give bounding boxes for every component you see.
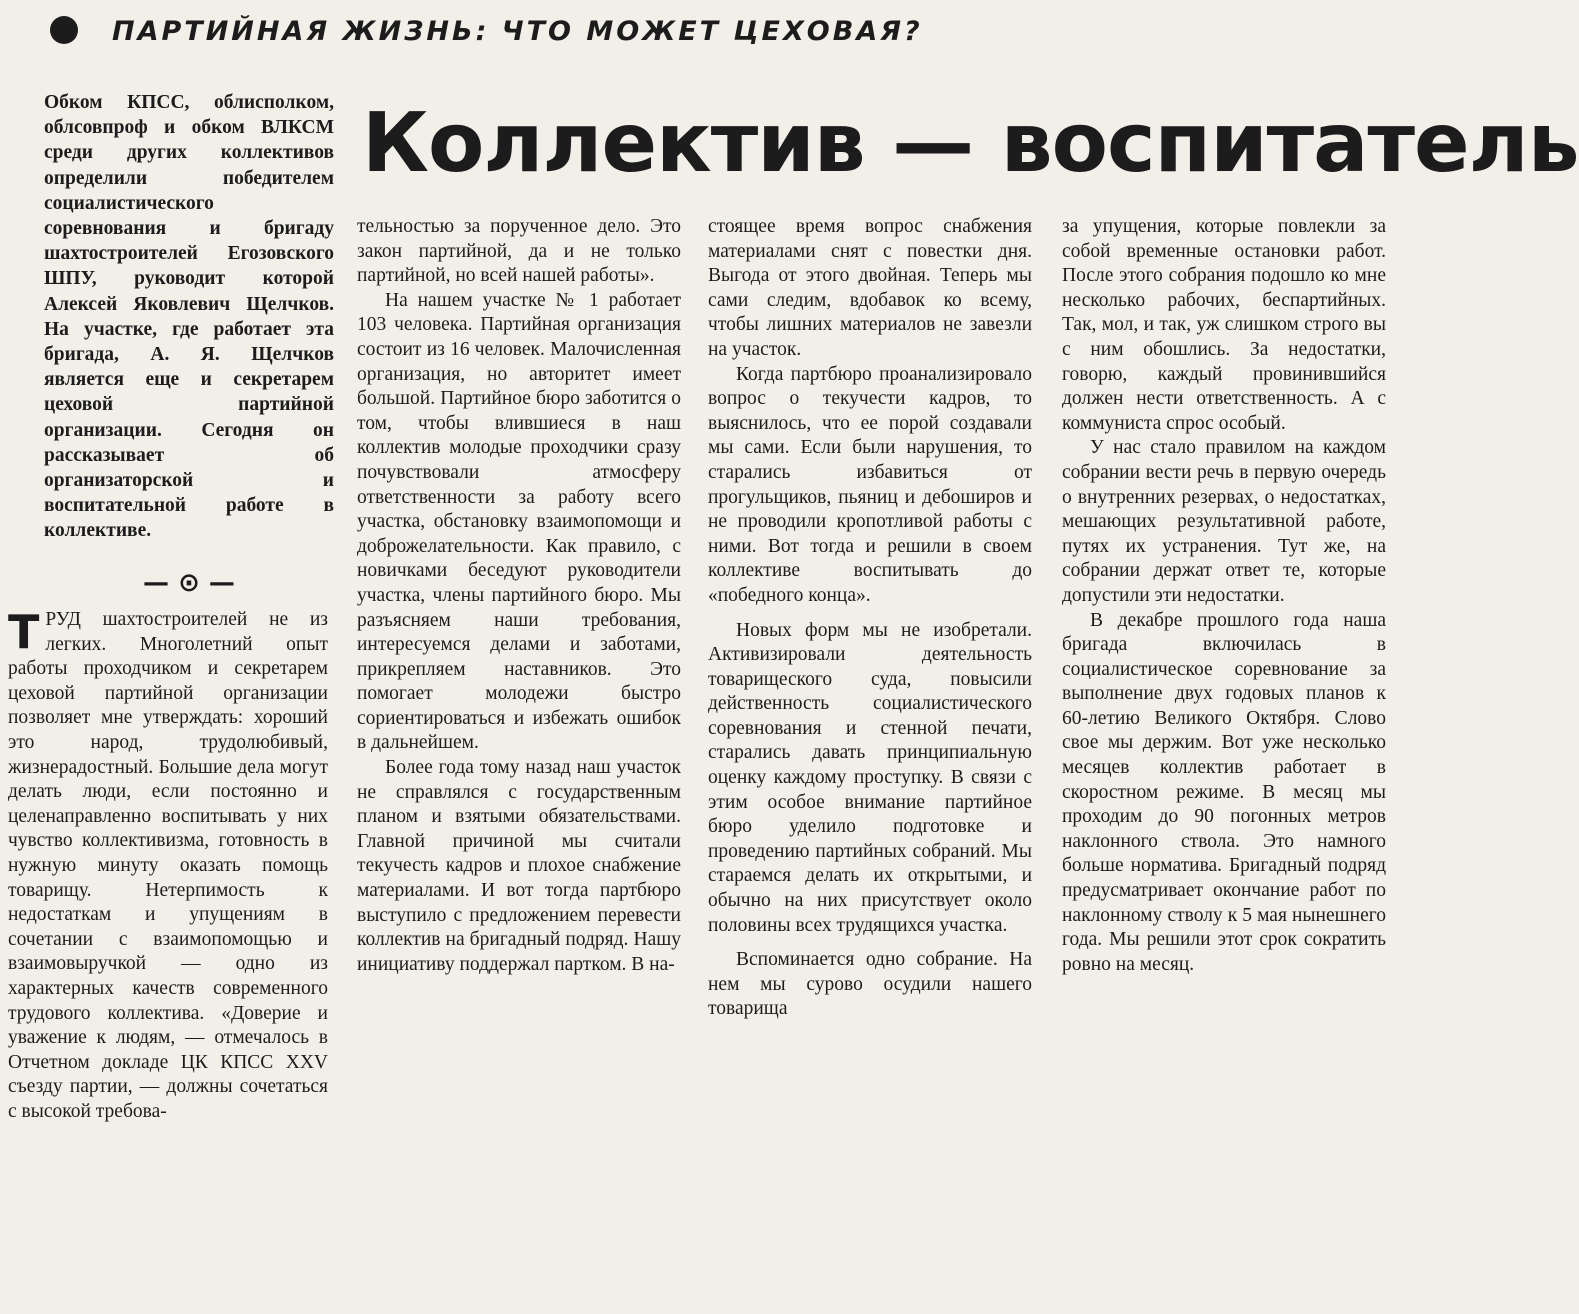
rubric [50, 16, 923, 47]
article-paragraph: На нашем участке № 1 работает 103 человека. Партийная организация состоит из 16 человек. Малочисленная организация, но авторитет имеет большой. Партийное бюро заботится о том, чтобы влившиеся в наш коллектив молодые проходчики сразу почувствовали атмосферу ответственности за работу всего участка, обстановку взаимопомощи и доброжелательности. Как правило, с новичками беседуют руководители участка, члены партийного бюро. Мы разъясняем наши требования, интересуемся делами и заботами, прикрепляем наставников. Это помогает молодежи быстро сориентироваться и избежать ошибок в дальнейшем. [357, 289, 681, 754]
headline: Коллектив — воспитатель [362, 96, 1579, 191]
article-paragraph: У нас стало правилом на каждом собрании вести речь в первую очередь о внутренних резервах, о недостатках, мешающих результативной работе, путях их устранения. Тут же, на собрании держат ответ те, которые допустили эти недостатки. [1062, 437, 1386, 606]
section-separator: — ⊙ — [143, 568, 235, 598]
article-column-1 [8, 605, 328, 1314]
article-paragraph: Новых форм мы не изобретали. Активизировали деятельность товарищеского суда, повысили действенность социалистического соревнования и стенной печати, старались давать принципиальную оценку каждому проступку. В связи с этим особое внимание партийное бюро уделило подготовке и проведению партийных собраний. Мы стараемся делать их открытыми, и обычно на них присутствует около половины всех трудящихся участка. [708, 619, 1032, 936]
article-paragraph: В декабре прошлого года наша бригада включилась в социалистическое соревнование за выполнение двух годовых планов к 60-летию Великого Октября. Слово свое мы держим. Вот уже несколько месяцев коллектив работает в скоростном режиме. В месяц мы проходим до 90 погонных метров наклонного ствола. Это намного больше норматива. Бригадный подряд предусматривает окончание работ по наклонному стволу к 5 мая нынешнего года. Мы решили этот срок сократить ровно на месяц. [1062, 609, 1386, 975]
article-paragraph: тельностью за порученное дело. Это закон партийной, да и не только партийной, но всей нашей работы». [357, 216, 681, 287]
article-paragraph: стоящее время вопрос снабжения материалами снят с повестки дня. Выгода от этого двойная. Теперь мы сами следим, вдобавок ко всему, чтобы лишних материалов не завезли на участок. [708, 216, 1032, 360]
rubric-text: ПАРТИЙНАЯ ЖИЗНЬ: ЧТО МОЖЕТ ЦЕХОВАЯ? [112, 16, 923, 47]
article-text: РУД шахтостроителей не из легких. Многолетний опыт работы проходчиком и секретарем цеховой партийной организации позволяет мне утверждать: хороший это народ, трудолюбивый, жизнерадостный. Большие дела могут делать люди, если постоянно и целенаправленно воспитывать у них чувство коллективизма, готовность в нужную минуту оказать помощь товарищу. Нетерпимость к недостаткам и упущениям в сочетании с взаимопомощью и взаимовыручкой — одно из характерных качеств современного трудового коллектива. «Доверие и уважение к людям, — отмечалось в Отчетном докладе ЦК КПСС XXV съезду партии, — должны сочетаться с высокой требова- [8, 609, 328, 1122]
article-column-2 [357, 215, 681, 1314]
bullet-dot-icon [50, 16, 78, 44]
article-paragraph: Вспоминается одно собрание. На нем мы сурово осудили нашего товарища [708, 949, 1032, 1020]
article-paragraph: за упущения, которые повлекли за собой временные остановки работ. После этого собрания подошло ко мне несколько рабочих, беспартийных. Так, мол, и так, уж слишком строго вы с ним обошлись. За недостатки, говорю, каждый провинившийся должен нести ответственность. А с коммуниста спрос особый. [1062, 216, 1386, 434]
article-paragraph [8, 605, 328, 1124]
article-paragraph: Более года тому назад наш участок не справлялся с государственным планом и взятыми обязательствами. Главной причиной мы считали текучесть кадров и плохое снабжение материалами. И вот тогда партбюро выступило с предложением перевести коллектив на бригадный подряд. Нашу инициативу поддержал партком. В на- [357, 757, 681, 975]
article-column-4 [1062, 215, 1386, 1314]
article-column-3 [708, 215, 1032, 1314]
article-paragraph: Когда партбюро проанализировало вопрос о текучести кадров, то выяснилось, что ее порой создавали мы сами. Если были нарушения, то старались избавиться от прогульщиков, пьяниц и дебоширов и не проводили кропотливой работы с ними. Вот тогда и решили в своем коллективе воспитывать до «победного конца». [708, 363, 1032, 606]
lead-paragraph: Обком КПСС, облисполком, облсовпроф и обком ВЛКСМ среди других коллективов определили победителем социалистического соревнования и бригаду шахтостроителей Егозовского ШПУ, руководит которой Алексей Яковлевич Щелчков. На участке, где работает эта бригада, А. Я. Щелчков является еще и секретарем цеховой партийной организации. Сегодня он рассказывает об организаторской и воспитательной работе в коллективе. [44, 92, 334, 542]
drop-cap: Т [8, 605, 40, 659]
